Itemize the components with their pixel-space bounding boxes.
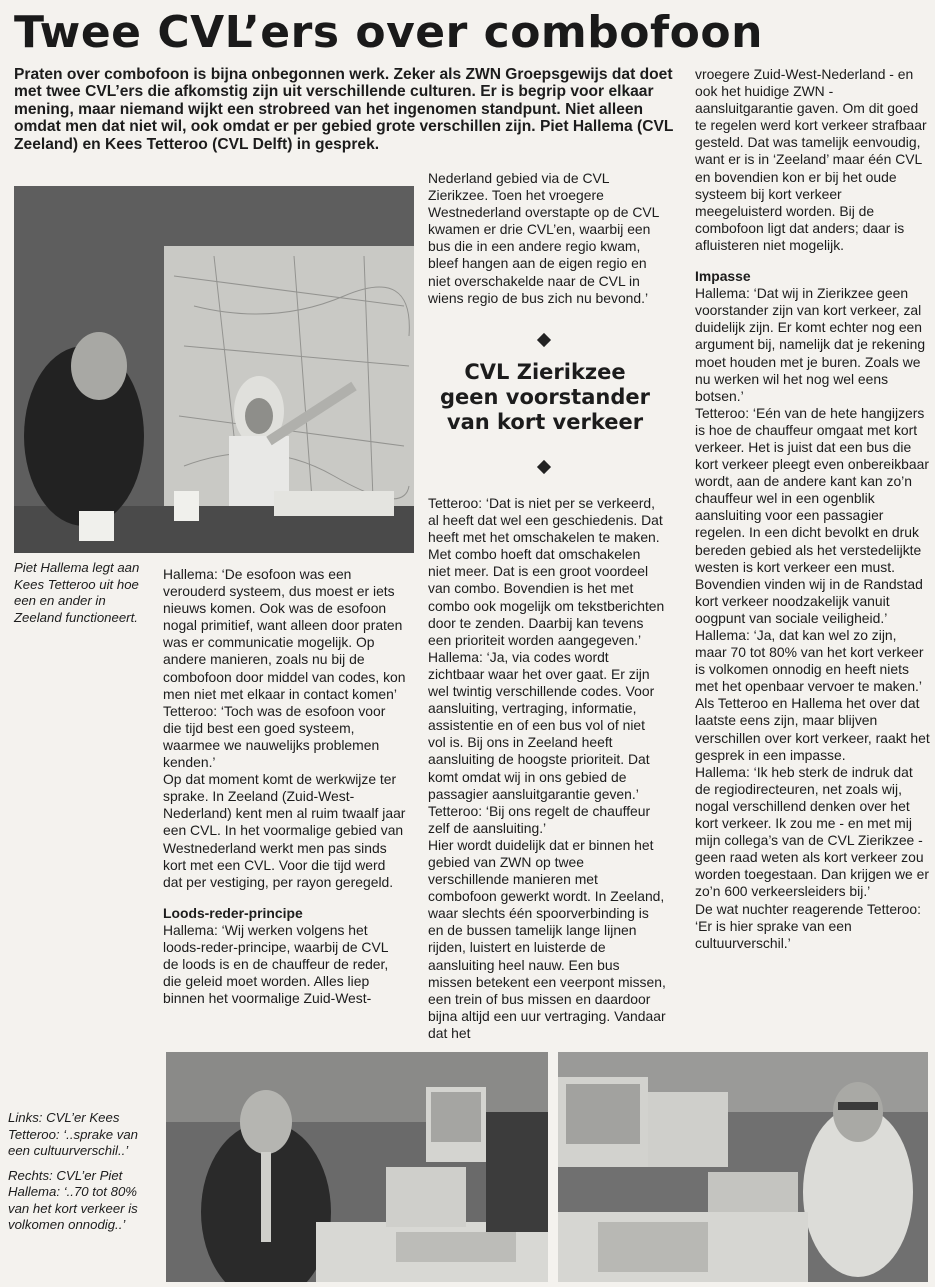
caption-bottom-right: Rechts: CVL’er Piet Hallema: ‘..70 tot 80% van het kort verkeer is volkomen onnodig..’ (8, 1167, 138, 1232)
column-2-top (428, 170, 666, 307)
section-heading: CVL Zierikzee geen voorstander van kort verkeer (440, 360, 650, 434)
paragraph: De wat nuchter reagerende Tetteroo: ‘Er is hier sprake van een cultuurverschil.’ (695, 900, 921, 951)
caption-top-photo (14, 560, 144, 634)
paragraph: Nederland gebied via de CVL Zierikzee. Toen het vroegere Westnederland overstapte op de CVL kwamen er drie CVL’en, waarbij een bus die in een andere regio kwam, bleef hangen aan de eigen regio en niet overschakelde naar de CVL in wiens regio de bus zich nu bevond.’ (428, 170, 659, 306)
paragraph: Als Tetteroo en Hallema het over dat laatste eens zijn, maar blijven verschillen over kort verkeer, raakt het gesprek in een impasse. (695, 695, 930, 763)
photo-tetteroo (166, 1052, 548, 1282)
photo-tetteroo-image (166, 1052, 548, 1282)
paragraph: Tetteroo: ‘Toch was de esofoon voor die tijd best een goed systeem, waarmee we nauwelijks problemen kenden.’ (163, 702, 386, 771)
paragraph: Tetteroo: ‘Dat is niet per se verkeerd, al heeft dat wel een geschiedenis. Dat heeft met het omschakelen te maken. Met combo hoeft dat omschakelen niet meer. Dat is een groot voordeel van combo. Bovendien is het met combo ook mogelijk om tekstberichten door te zenden. Daarbij kan tevens een prioriteit worden aangegeven.’ (428, 495, 665, 648)
paragraph: Tetteroo: ‘Bij ons regelt de chauffeur zelf de aansluiting.’ (428, 802, 651, 836)
paragraph: Hallema: ‘Dat wij in Zierikzee geen voorstander zijn van kort verkeer, zal duidelijk zijn. Er komt echter nog een argument bij, namelijk dat je rekening moet houden met je buren. Zoals we nu werken wil het nog wel eens botsen.’ (695, 285, 926, 404)
subheading: Impasse (695, 268, 751, 285)
column-1 (163, 566, 407, 1007)
paragraph: Tetteroo: ‘Eén van de hete hangijzers is hoe de chauffeur omgaat met kort verkeer. Het is juist dat een bus die kort verkeer pleegt even onbereikbaar wordt, aan de andere kant kan zo’n chauffeur wel in een ogenblik aansluiting voor een passagier regelen. In een dicht bevolkt en druk bereden gebied als het verstedelijkte westen is kort verkeer een must. Bovendien vinden wij in de Randstad kort verkeer noodzakelijk vanuit oogpunt van sociale veiligheid.’ (695, 404, 929, 626)
subheading: Loods-reder-principe (163, 904, 303, 921)
column-3 (695, 66, 931, 952)
caption-bottom-left: Links: CVL’er Kees Tetteroo: ‘..sprake van een cultuurverschil..’ (8, 1110, 138, 1158)
paragraph: Hallema: ‘Wij werken volgens het loods-reder-principe, waarbij de CVL de loods is en de chauffeur de reder, die geleid moet worden. Alles liep binnen het voormalige Zuid-West- (163, 921, 389, 1007)
article-intro: Praten over combofoon is bijna onbegonnen werk. Zeker als ZWN Groepsgewijs dat doet met twee CVL’ers die afkomstig zijn uit verschillende culturen. Er is begrip voor elkaar mening, maar niemand wijkt een strobreed van het ingenomen standpunt. Niet alleen omdat men dat niet wil, ook omdat er per gebied grote verschillen zijn. Piet Hallema (CVL Zeeland) en Kees Tetteroo (CVL Delft) in gesprek. (14, 66, 674, 153)
paragraph: Hallema: ‘Ik heb sterk de indruk dat de regiodirecteuren, net zoals wij, nogal verschillend denken over het kort verkeer. Ik zou me - en met mij mijn collega’s van de CVL Zierikzee - geen raad weten als kort verkeer zou worden toegestaan. Dan krijgen we er zo’n 600 verkeersleiders bij.’ (695, 763, 929, 900)
photo-map-discussion (14, 186, 414, 553)
paragraph: vroegere Zuid-West-Nederland - en ook het huidige ZWN - aansluitgarantie gaven. Om dit goed te regelen werd kort verkeer strafbaar gesteld. Dat was tamelijk eenvoudig, want er is in ‘Zeeland’ maar één CVL en bovendien kon er bij het oude systeem bij kort verkeer meegeluisterd worden. Bij de combofoon ligt dat anders; daar is afluisteren niet mogelijk. (695, 66, 927, 253)
caption-top-photo-text: Piet Hallema legt aan Kees Tetteroo uit hoe een en ander in Zeeland functioneert. (14, 560, 140, 625)
photo-hallema (558, 1052, 928, 1282)
paragraph: Hallema: ‘Ja, dat kan wel zo zijn, maar 70 tot 80% van het kort verkeer is volkomen onnodig en heeft niets met het openbaar vervoer te maken.’ (695, 627, 924, 695)
section-diamond-bottom (537, 460, 551, 474)
photo-hallema-image (558, 1052, 928, 1282)
photo-map-discussion-image (14, 186, 414, 553)
paragraph: Hallema: ‘De esofoon was een verouderd systeem, dus moest er iets nieuws komen. Ook was de esofoon nogal primitief, want alleen door praten was er communicatie mogelijk. Op andere manieren, zoals nu bij de combofoon door middel van codes, kon men niet met elkaar in contact komen’ (163, 566, 406, 702)
paragraph: Hier wordt duidelijk dat er binnen het gebied van ZWN op twee verschillende manieren met combofoon gewerkt wordt. In Zeeland, waar slechts één spoorverbinding is en de bussen tamelijk lange lijnen rijden, luistert en luisterde de aansluiting heel nauw. Een bus missen betekent een veerpont missen, een trein of bus missen en daardoor bijna altijd een uur vertraging. Vandaar dat het (428, 836, 666, 1041)
column-2 (428, 495, 666, 1042)
paragraph: Hallema: ‘Ja, via codes wordt zichtbaar waar het over gaat. Er zijn wel twintig verschillende codes. Voor aansluiting, vertraging, informatie, assistentie en of een bus vol of niet vol is. Bij ons in Zeeland heeft aansluiting de hoogste prioriteit. Dat komt omdat wij in ons gebied de passagier aansluitgarantie geven.’ (428, 648, 655, 802)
paragraph: Op dat moment komt de werkwijze ter sprake. In Zeeland (Zuid-West-Nederland) kent men al ruim twaalf jaar een CVL. In het voormalige gebied van Westnederland werkt men pas sinds kort met een CVL. Voor die tijd werd dat per vestiging, per rayon geregeld. (163, 771, 406, 890)
article-title: Twee CVL’ers over combofoon (14, 7, 763, 58)
caption-bottom (8, 1110, 156, 1242)
section-diamond-top (537, 333, 551, 347)
